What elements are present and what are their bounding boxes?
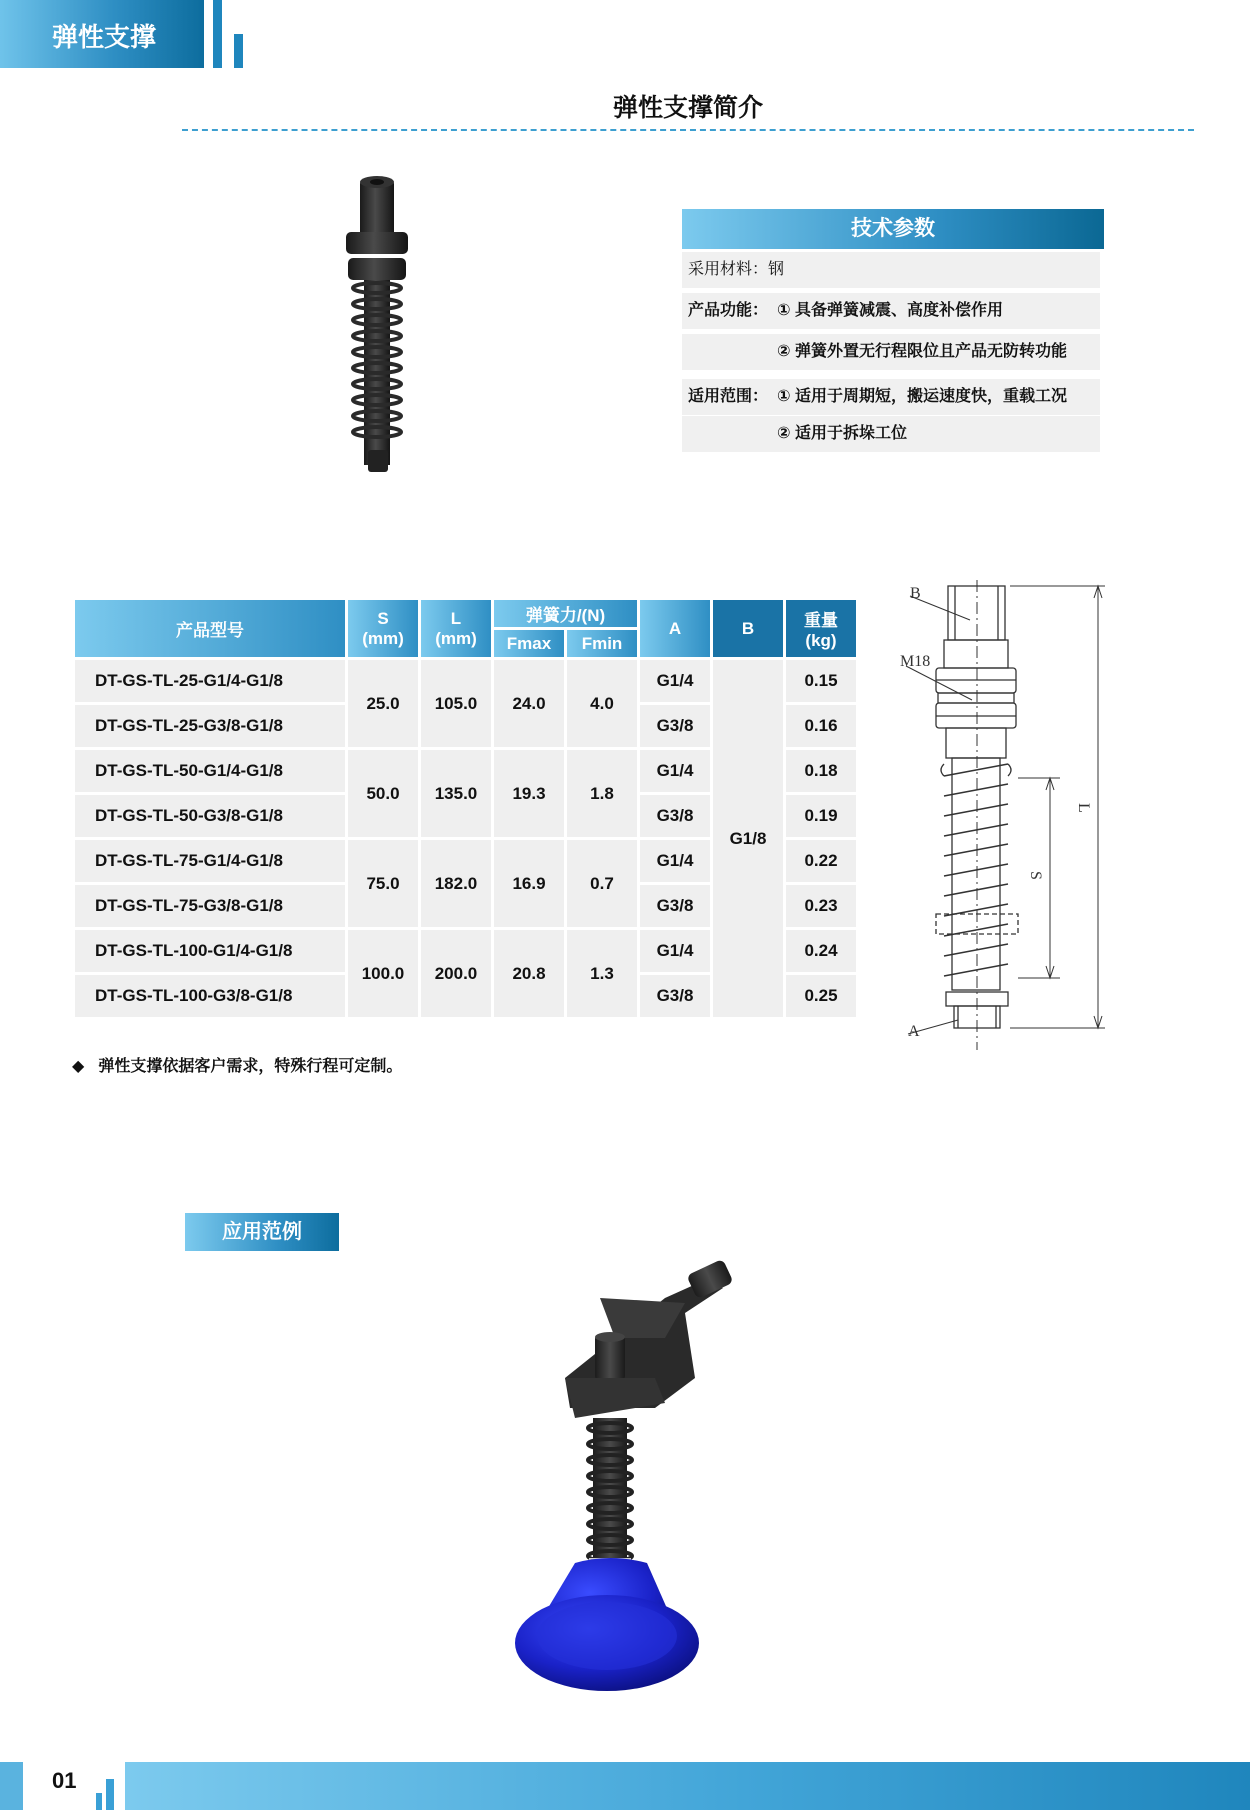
page-title: 弹性支撑简介 (612, 94, 763, 122)
cell-l: 182.0 (421, 840, 491, 927)
spec-material (682, 252, 1100, 288)
footer-accent-bar-tall (106, 1779, 114, 1810)
header-accent-bar (213, 0, 222, 68)
col-header-s-label: S (377, 608, 389, 628)
cell-a: G3/8 (640, 885, 710, 927)
col-header-l (421, 600, 491, 657)
col-header-weight-label: 重量 (804, 611, 838, 630)
cell-weight: 0.23 (786, 885, 856, 927)
cell-s: 100.0 (348, 930, 418, 1017)
product-table (72, 597, 859, 1020)
note-text: 弹性支撑依据客户需求，特殊行程可定制。 (98, 1058, 403, 1075)
cell-weight: 0.18 (786, 750, 856, 792)
cell-model: DT-GS-TL-50-G3/8-G1/8 (75, 795, 345, 837)
cell-fmin: 4.0 (567, 660, 637, 747)
cell-model: DT-GS-TL-25-G3/8-G1/8 (75, 705, 345, 747)
drawing-label-m18: M18 (900, 653, 931, 670)
cell-weight: 0.24 (786, 930, 856, 972)
spec-function-1 (682, 293, 1100, 329)
cell-a: G1/4 (640, 750, 710, 792)
footer-accent-bar (96, 1793, 102, 1810)
cell-fmax: 19.3 (494, 750, 564, 837)
tech-params-heading: 技术参数 (682, 209, 1104, 249)
cell-model: DT-GS-TL-75-G1/4-G1/8 (75, 840, 345, 882)
section-tab: 弹性支撑 (0, 0, 204, 68)
spec-function-2-text: ② 弹簧外置无行程限位且产品无防转功能 (777, 343, 1067, 360)
cell-model: DT-GS-TL-25-G1/4-G1/8 (75, 660, 345, 702)
cell-a: G3/8 (640, 705, 710, 747)
spec-scope-1-text: ① 适用于周期短，搬运速度快，重载工况 (777, 388, 1067, 405)
cell-fmax: 20.8 (494, 930, 564, 1017)
col-header-fmin: Fmin (567, 630, 637, 657)
col-header-a: A (640, 600, 710, 657)
spec-function-label: 产品功能： (688, 302, 769, 319)
col-header-weight (786, 600, 856, 657)
cell-fmin: 1.8 (567, 750, 637, 837)
cell-weight: 0.16 (786, 705, 856, 747)
col-header-spring-force: 弹簧力/(N) (494, 600, 637, 627)
cell-b: G1/8 (713, 660, 783, 1017)
footer-bar (125, 1762, 1250, 1810)
cell-fmax: 24.0 (494, 660, 564, 747)
drawing-label-a: A (908, 1023, 920, 1040)
spec-scope-2 (682, 416, 1100, 452)
col-header-model: 产品型号 (75, 600, 345, 657)
cell-s: 50.0 (348, 750, 418, 837)
cell-s: 25.0 (348, 660, 418, 747)
col-header-weight-unit: (kg) (805, 631, 837, 650)
table-row (75, 660, 856, 702)
cell-model: DT-GS-TL-100-G1/4-G1/8 (75, 930, 345, 972)
col-header-l-unit: (mm) (435, 628, 477, 648)
spec-material-text: 采用材料：钢 (688, 261, 785, 278)
footer-left-block (0, 1762, 23, 1810)
cell-model: DT-GS-TL-75-G3/8-G1/8 (75, 885, 345, 927)
cell-l: 135.0 (421, 750, 491, 837)
drawing-label-b: B (910, 585, 921, 602)
cell-s: 75.0 (348, 840, 418, 927)
drawing-label-l: L (1075, 803, 1092, 813)
cell-weight: 0.25 (786, 975, 856, 1017)
col-header-b: B (713, 600, 783, 657)
cell-fmin: 0.7 (567, 840, 637, 927)
cell-model: DT-GS-TL-100-G3/8-G1/8 (75, 975, 345, 1017)
customization-note (72, 1053, 402, 1076)
header-accent-bar-short (234, 34, 243, 68)
spec-scope-label: 适用范围： (688, 388, 769, 405)
cell-a: G3/8 (640, 795, 710, 837)
spec-function-1-text: ① 具备弹簧减震、高度补偿作用 (777, 302, 1003, 319)
cell-l: 200.0 (421, 930, 491, 1017)
bullet-diamond-icon: ◆ (72, 1058, 85, 1075)
cell-model: DT-GS-TL-50-G1/4-G1/8 (75, 750, 345, 792)
spec-scope-2-text: ② 适用于拆垛工位 (777, 425, 907, 442)
cell-weight: 0.19 (786, 795, 856, 837)
cell-a: G1/4 (640, 840, 710, 882)
cell-fmin: 1.3 (567, 930, 637, 1017)
title-divider (182, 129, 1194, 131)
cell-a: G3/8 (640, 975, 710, 1017)
cell-l: 105.0 (421, 660, 491, 747)
col-header-fmax: Fmax (494, 630, 564, 657)
col-header-l-label: L (450, 608, 462, 628)
page-number: 01 (52, 1768, 77, 1793)
cell-a: G1/4 (640, 660, 710, 702)
technical-drawing (900, 580, 1120, 1050)
cell-fmax: 16.9 (494, 840, 564, 927)
cell-weight: 0.15 (786, 660, 856, 702)
application-tag: 应用范例 (185, 1213, 339, 1251)
product-image (330, 170, 430, 475)
cell-weight: 0.22 (786, 840, 856, 882)
drawing-label-s: S (1027, 871, 1044, 880)
col-header-s-unit: (mm) (362, 628, 404, 648)
application-image (515, 1258, 755, 1708)
cell-a: G1/4 (640, 930, 710, 972)
col-header-s (348, 600, 418, 657)
spec-function-2 (682, 334, 1100, 370)
spec-scope-1 (682, 379, 1100, 415)
